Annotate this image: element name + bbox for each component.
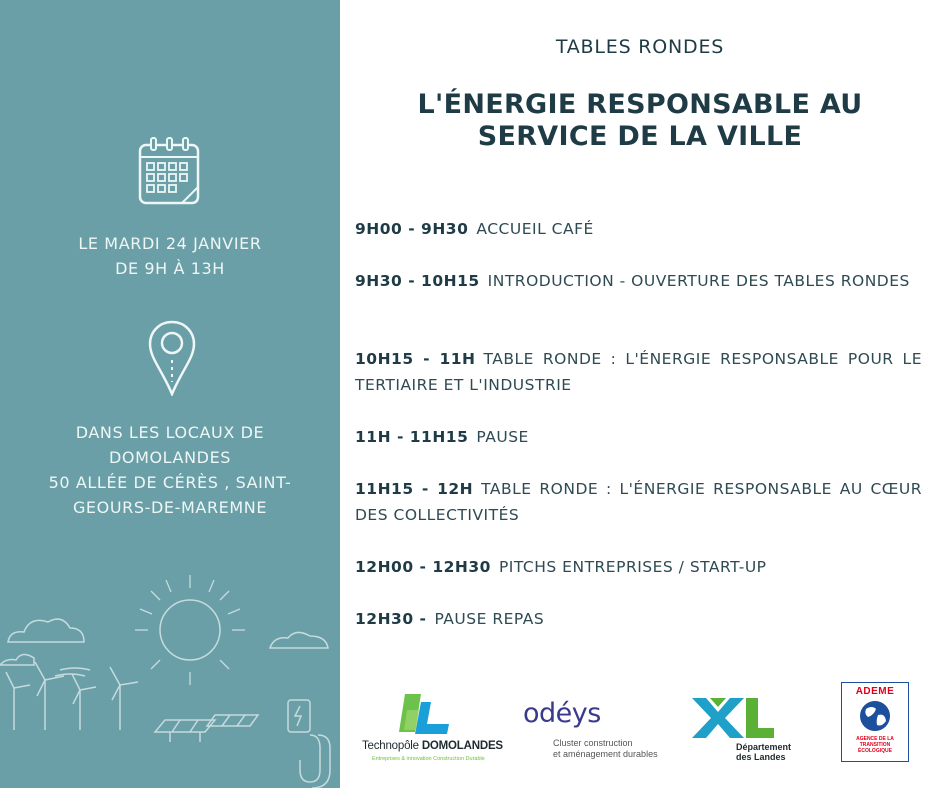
program-item xyxy=(355,476,922,528)
program-label: PAUSE REPAS xyxy=(434,610,545,628)
program-item xyxy=(355,216,922,242)
event-location xyxy=(20,420,320,520)
title-line: SERVICE DE LA VILLE xyxy=(477,121,803,152)
event-date xyxy=(0,231,340,281)
program-label: PITCHS ENTREPRISES / START-UP xyxy=(498,558,767,576)
page-title xyxy=(380,89,900,153)
technopole-name: Technopôle xyxy=(362,740,419,752)
program-label: PAUSE xyxy=(476,428,529,446)
main-content xyxy=(340,0,940,788)
program-time: 11H - 11H15 xyxy=(355,428,469,446)
program-item xyxy=(355,606,922,632)
program-time: 9H00 - 9H30 xyxy=(355,220,469,238)
landes-line: des Landes xyxy=(736,752,786,762)
odeys-line: et aménagement durables xyxy=(553,749,658,759)
location-line: DANS LES LOCAUX DE xyxy=(75,423,265,442)
program-item xyxy=(355,268,922,294)
map-pin-icon xyxy=(147,318,197,401)
event-kicker: TABLES RONDES xyxy=(555,36,725,58)
date-line: LE MARDI 24 JANVIER xyxy=(78,234,262,253)
calendar-icon xyxy=(138,137,202,212)
program-item xyxy=(355,346,922,398)
landes-logo xyxy=(690,694,800,774)
program-item xyxy=(355,554,922,580)
ademe-logo xyxy=(841,682,909,762)
program-time: 11H15 - 12H xyxy=(355,480,474,498)
program-label: TABLE RONDE : L'ÉNERGIE RESPONSABLE AU CŒUR DES COLLECTIVITÉS xyxy=(355,480,922,524)
program-time: 12H00 - 12H30 xyxy=(355,558,491,576)
sidebar xyxy=(0,0,340,788)
ademe-line: TRANSITION xyxy=(859,742,891,748)
ademe-name: ADEME xyxy=(855,686,895,697)
program-label: TABLE RONDE : L'ÉNERGIE RESPONSABLE POUR LE TERTIAIRE ET L'INDUSTRIE xyxy=(355,350,922,394)
program-label: INTRODUCTION - OUVERTURE DES TABLES RONDES xyxy=(487,272,910,290)
time-line: DE 9H À 13H xyxy=(115,259,225,278)
landscape-illustration xyxy=(0,570,340,788)
program-time: 9H30 - 10H15 xyxy=(355,272,480,290)
location-line: 50 ALLÉE DE CÉRÈS , SAINT- xyxy=(48,473,292,492)
program-label: ACCUEIL CAFÉ xyxy=(476,220,594,238)
location-line: GEOURS-DE-MAREMNE xyxy=(72,498,268,517)
odeys-line: Cluster construction xyxy=(553,738,633,748)
ademe-subtitle xyxy=(842,736,908,754)
title-line: L'ÉNERGIE RESPONSABLE AU xyxy=(417,89,863,120)
landes-xl-icon xyxy=(690,694,776,738)
ademe-line: ÉCOLOGIQUE xyxy=(858,748,892,754)
technopole-tagline: Entreprises & innovation Construction Durable xyxy=(372,756,485,762)
globe-icon xyxy=(858,699,892,733)
odeys-name: odéys xyxy=(523,698,601,729)
technopole-mark-icon xyxy=(397,692,457,736)
program-time: 10H15 - 11H xyxy=(355,350,476,368)
technopole-logo xyxy=(362,692,503,772)
landes-line: Département xyxy=(736,742,792,752)
program-time: 12H30 - xyxy=(355,610,427,628)
location-line: DOMOLANDES xyxy=(108,448,232,467)
ademe-line: AGENCE DE LA xyxy=(856,736,894,742)
odeys-logo xyxy=(520,698,670,768)
program-item xyxy=(355,424,922,450)
technopole-name-bold: DOMOLANDES xyxy=(421,740,503,752)
partner-logos xyxy=(340,680,940,770)
